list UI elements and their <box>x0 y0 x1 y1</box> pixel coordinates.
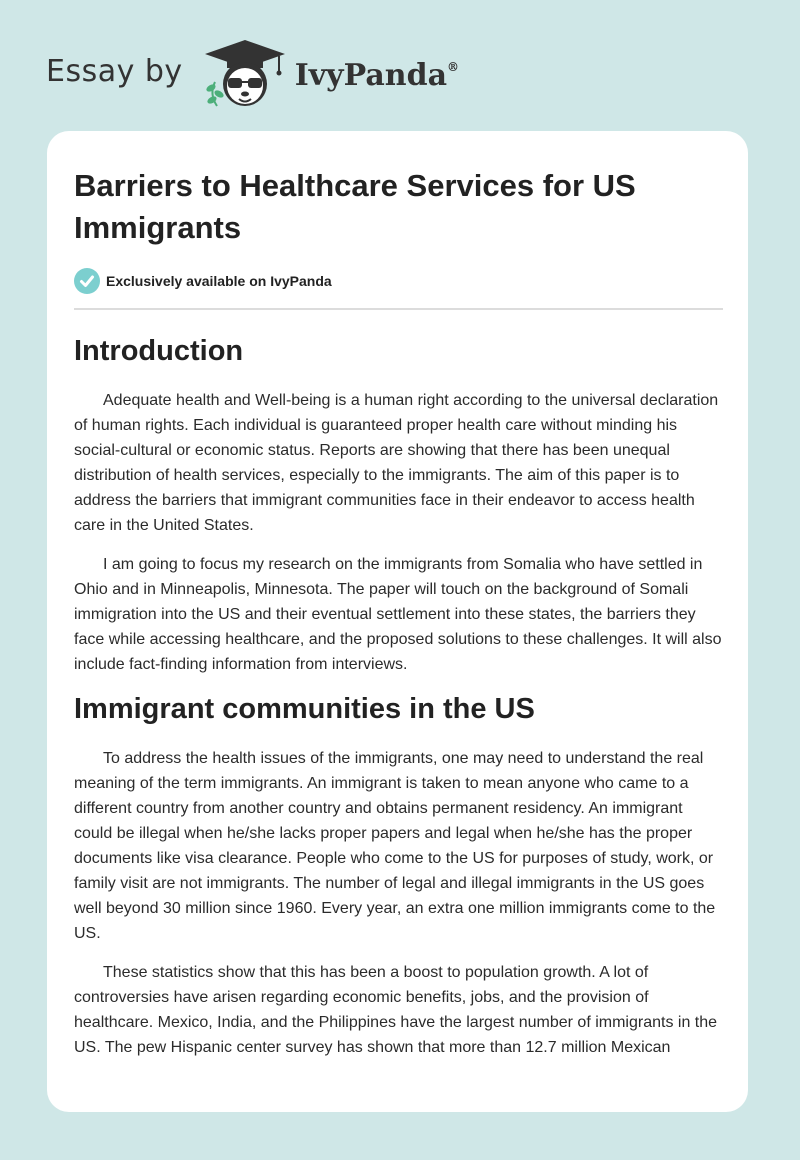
paragraph: I am going to focus my research on the immigrants from Somalia who have settled in Ohio and in Minneapolis, Minnesota. The paper will touch on the background of Somali immigration into the US and their eventual settlement into these states, the barriers they face while accessing healthcare, and the proposed solutions to these challenges. It will also include fact-finding information from interviews. <box>74 556 722 673</box>
essay-title: Barriers to Healthcare Services for US Immigrants <box>74 168 636 245</box>
section-heading-introduction: Introduction <box>74 335 244 367</box>
essay-content <box>74 131 723 1060</box>
divider <box>74 308 723 310</box>
exclusive-badge-text: Exclusively available on IvyPanda <box>106 273 332 289</box>
panda-logo-icon[interactable] <box>199 38 291 110</box>
check-circle-icon <box>74 268 100 294</box>
paragraph: Adequate health and Well-being is a human right according to the universal declaration of human rights. Each individual is guaranteed proper health care without minding his social-cultural or economic status. Reports are showing that there has been unequal distribution of health services, especially to the immigrants. The aim of this paper is to address the barriers that immigrant communities face in their endeavor to access health care in the United States. <box>74 392 719 534</box>
paragraph: To address the health issues of the immigrants, one may need to understand the real meaning of the term immigrants. An immigrant is taken to mean anyone who came to a different country from another country and obtains permanent residency. An immigrant could be illegal when he/she lacks proper papers and legal when he/she has the proper documents like visa clearance. People who come to the US for purposes of study, work, or family visit are not immigrants. The number of legal and illegal immigrants in the US goes well beyond 30 million since 1960. Every year, an extra one million immigrants come to the US. <box>74 750 716 942</box>
essay-card <box>47 131 748 1112</box>
site-header <box>46 36 506 112</box>
brand-name[interactable] <box>295 58 459 93</box>
exclusive-badge <box>74 268 723 294</box>
brand-text: IvyPanda <box>294 57 448 93</box>
essay-by-label: Essay by <box>46 53 183 89</box>
paragraph: These statistics show that this has been a boost to population growth. A lot of controversies have arisen regarding economic benefits, jobs, and the provision of healthcare. Mexico, India, and the Philippines have the largest number of immigrants in the US. The pew Hispanic center survey has shown that more than 12.7 million Mexican <box>74 964 718 1056</box>
section-heading-immigrant-communities: Immigrant communities in the US <box>74 693 535 725</box>
trademark-symbol: ® <box>447 59 460 74</box>
